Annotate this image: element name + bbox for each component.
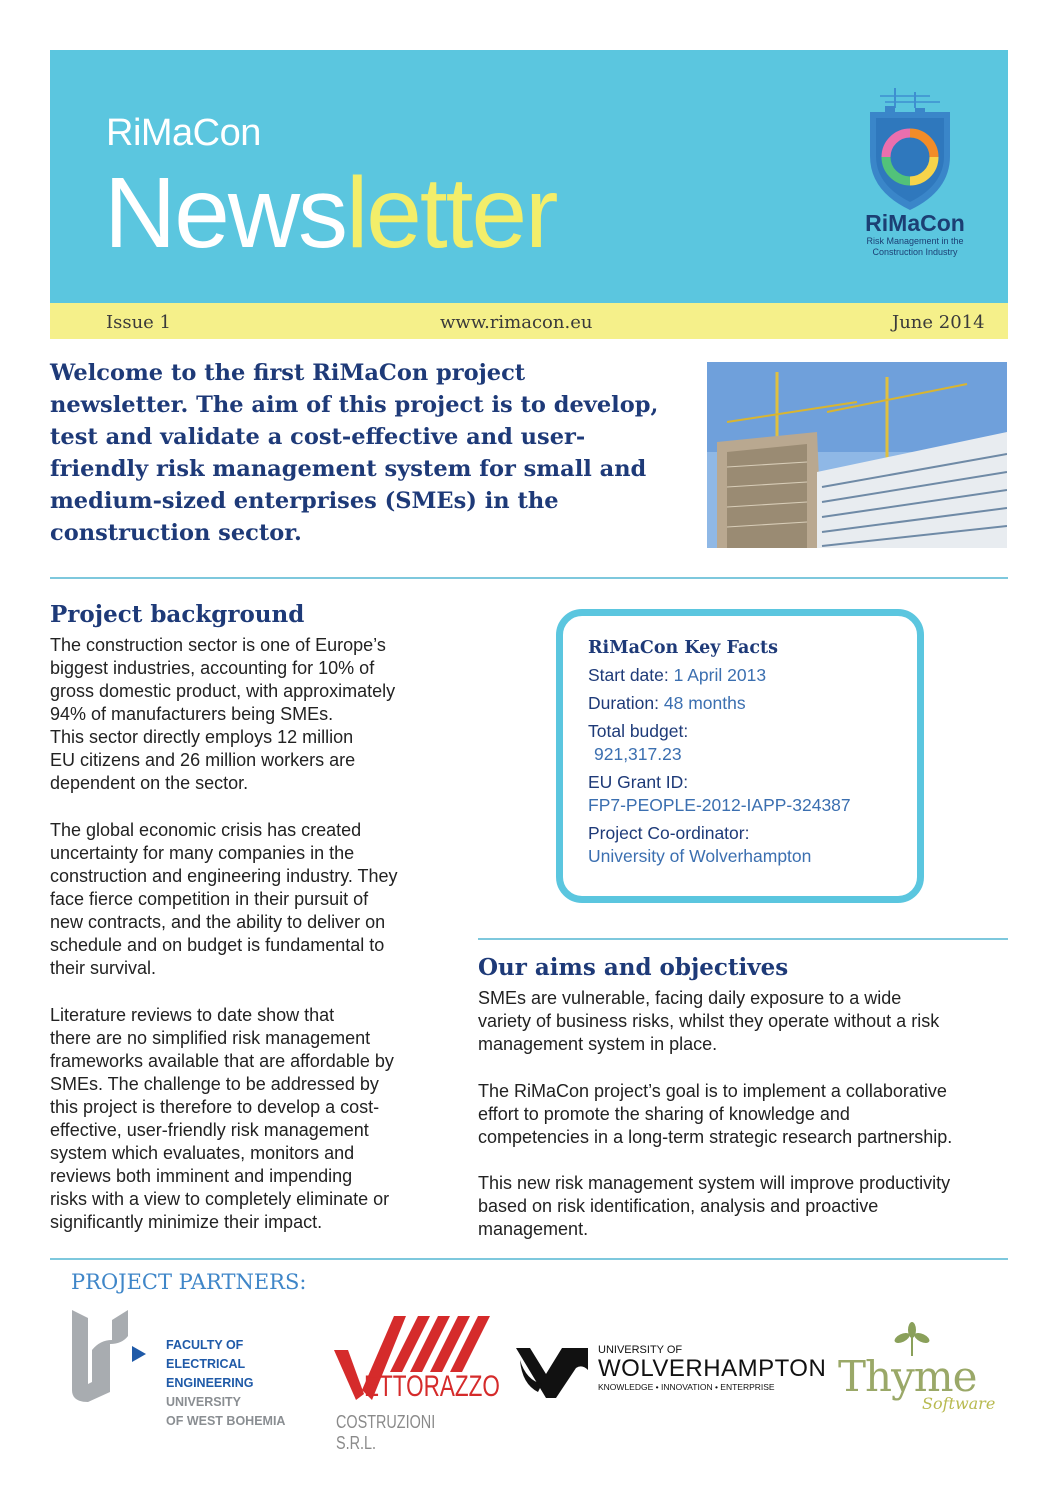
fact-start-label: Start date: bbox=[588, 665, 669, 685]
fact-start-value: 1 April 2013 bbox=[673, 665, 767, 685]
fact-coordinator-value: University of Wolverhampton bbox=[588, 846, 812, 866]
issue-date: June 2014 bbox=[892, 312, 985, 333]
background-section bbox=[50, 601, 450, 628]
key-facts-title: RiMaCon Key Facts bbox=[588, 638, 778, 658]
masthead-title bbox=[104, 158, 556, 268]
wolverhampton-logo-icon bbox=[516, 1340, 588, 1402]
fact-budget bbox=[588, 720, 908, 766]
vettorazzo-name: ETTORAZZO bbox=[364, 1370, 500, 1403]
partners-title: PROJECT PARTNERS: bbox=[71, 1270, 307, 1294]
issue-number: Issue 1 bbox=[106, 312, 172, 333]
wlv-line2: WOLVERHAMPTON bbox=[598, 1355, 827, 1382]
background-p2: The global economic crisis has created uncertainty for many companies in the construction and engineering industry. They face fierce competition in their pursuit of new contracts, and the ability to deliver on schedule and on budget is fundamental to their survival. bbox=[50, 820, 398, 978]
wb-line4: OF WEST BOHEMIA bbox=[166, 1414, 286, 1428]
partner-thyme bbox=[838, 1322, 1003, 1417]
partner-west-bohemia bbox=[70, 1310, 320, 1428]
aims-p2: The RiMaCon project’s goal is to implement a collaborative effort to promote the sharing of knowledge and competencies in a long-term strategic research partnership. bbox=[478, 1081, 953, 1147]
fact-budget-label: Total budget: bbox=[588, 721, 689, 741]
fact-grant-value: FP7-PEOPLE-2012-IAPP-324387 bbox=[588, 795, 851, 815]
divider bbox=[50, 1258, 1008, 1260]
fact-coordinator bbox=[588, 822, 908, 868]
rimacon-logo bbox=[840, 86, 990, 266]
aims-section bbox=[478, 954, 1008, 981]
wb-line1: FACULTY OF ELECTRICAL bbox=[166, 1338, 246, 1371]
website-link[interactable]: www.rimacon.eu bbox=[440, 312, 593, 333]
divider bbox=[478, 938, 1008, 940]
key-facts-box bbox=[556, 609, 924, 903]
fact-duration bbox=[588, 692, 908, 715]
construction-photo bbox=[707, 362, 1007, 548]
wlv-line1: UNIVERSITY OF bbox=[598, 1344, 683, 1356]
wb-line3: UNIVERSITY bbox=[166, 1395, 242, 1409]
partner-vettorazzo bbox=[334, 1312, 500, 1453]
fact-grant bbox=[588, 771, 908, 817]
leaf-icon bbox=[894, 1322, 930, 1356]
logo-tagline: Risk Management in the Construction Industry bbox=[866, 236, 964, 257]
arrow-icon bbox=[132, 1346, 146, 1362]
title-letter: letter bbox=[346, 157, 557, 269]
wb-line2: ENGINEERING bbox=[166, 1376, 254, 1390]
intro-text: Welcome to the first RiMaCon project newsletter. The aim of this project is to develop, test and validate a cost-effective and user-friendly risk management system for small and medium-sized enterprises (SMEs) in the construction sector. bbox=[50, 360, 659, 546]
shield-icon bbox=[840, 86, 990, 211]
west-bohemia-logo-icon bbox=[70, 1310, 130, 1405]
thyme-name: Thyme bbox=[838, 1352, 977, 1401]
vettorazzo-sub: COSTRUZIONI S.R.L. bbox=[336, 1412, 436, 1453]
fact-budget-value: 921,317.23 bbox=[594, 744, 682, 764]
thyme-sub: Software bbox=[922, 1394, 996, 1413]
aims-heading: Our aims and objectives bbox=[478, 954, 789, 981]
logo-name: RiMaCon bbox=[865, 210, 965, 236]
background-p1: The construction sector is one of Europe’s biggest industries, accounting for 10% of gross domestic product, with approximately 94% of manufacturers being SMEs. This sector directly employs 12 million EU citizens and 26 million workers are dependent on the sector. bbox=[50, 635, 396, 793]
masthead-brand: RiMaCon bbox=[106, 112, 261, 154]
aims-p3: This new risk management system will improve productivity based on risk identification, analysis and proactive management. bbox=[478, 1173, 951, 1239]
fact-coordinator-label: Project Co-ordinator: bbox=[588, 823, 750, 843]
aims-p1: SMEs are vulnerable, facing daily exposure to a wide variety of business risks, whilst they operate without a risk management system in place. bbox=[478, 988, 940, 1054]
divider bbox=[50, 577, 1008, 579]
background-heading: Project background bbox=[50, 601, 305, 628]
fact-grant-label: EU Grant ID: bbox=[588, 772, 689, 792]
background-p3: Literature reviews to date show that there are no simplified risk management frameworks available that are affordable by SMEs. The challenge to be addressed by this project is therefore to develop a cost- effective, user-friendly risk management system which evaluates, monitors and reviews both imminent and impending risks with a view to completely eliminate or significantly minimize their impact. bbox=[50, 1005, 394, 1232]
fact-duration-value: 48 months bbox=[663, 693, 746, 713]
fact-duration-label: Duration: bbox=[588, 693, 660, 713]
partner-wolverhampton bbox=[516, 1340, 827, 1410]
title-news: News bbox=[104, 157, 347, 269]
wlv-line3: KNOWLEDGE • INNOVATION • ENTERPRISE bbox=[598, 1382, 775, 1392]
fact-start bbox=[588, 664, 908, 687]
